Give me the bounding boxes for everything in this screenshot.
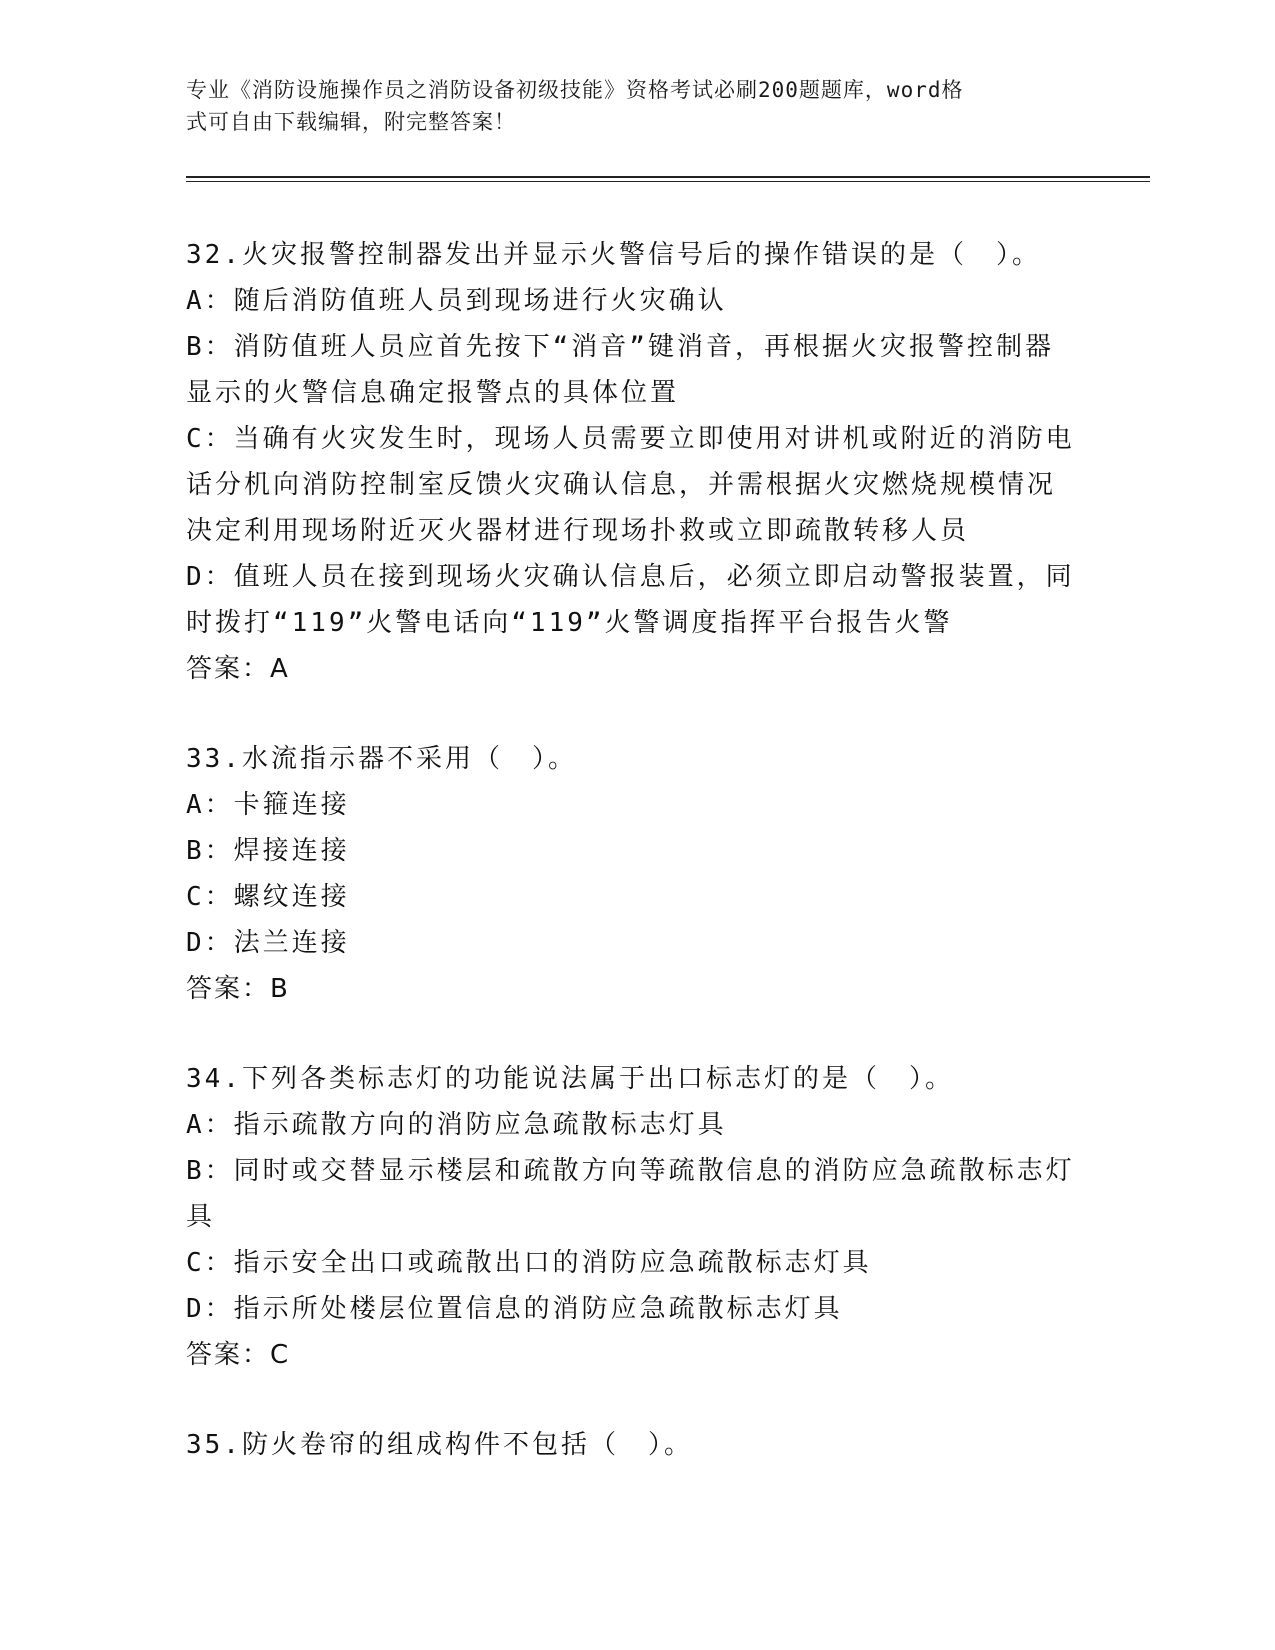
option-d: D：法兰连接 <box>186 928 350 958</box>
question-stem: 33.水流指示器不采用（ ）。 <box>186 744 577 774</box>
option-d: D：指示所处楼层位置信息的消防应急疏散标志灯具 <box>186 1294 843 1324</box>
option-a: A：随后消防值班人员到现场进行火灾确认 <box>186 286 727 316</box>
option-b-line-2: 显示的火警信息确定报警点的具体位置 <box>186 378 680 408</box>
answer-label: 答案：A <box>186 654 290 684</box>
question-35 <box>186 1422 1086 1468</box>
question-stem: 34.下列各类标志灯的功能说法属于出口标志灯的是（ ）。 <box>186 1064 954 1094</box>
header-divider-thin <box>186 181 1150 182</box>
answer-label: 答案：B <box>186 974 290 1004</box>
question-33 <box>186 736 1086 1012</box>
option-d-line-1: D：值班人员在接到现场火灾确认信息后，必须立即启动警报装置，同 <box>186 562 1075 592</box>
option-b-line-2: 具 <box>186 1202 216 1232</box>
option-a: A：指示疏散方向的消防应急疏散标志灯具 <box>186 1110 727 1140</box>
question-stem: 32.火灾报警控制器发出并显示火警信号后的操作错误的是（ ）。 <box>186 240 1041 270</box>
question-34 <box>186 1056 1086 1378</box>
question-32 <box>186 232 1086 692</box>
option-c-line-2: 话分机向消防控制室反馈火灾确认信息，并需根据火灾燃烧规模情况 <box>186 470 1057 500</box>
option-d-line-2: 时拨打“119”火警电话向“119”火警调度指挥平台报告火警 <box>186 608 953 638</box>
option-c: C：螺纹连接 <box>186 882 350 912</box>
question-list <box>186 232 1086 1512</box>
header-line-1: 专业《消防设施操作员之消防设备初级技能》资格考试必刷200题题库，word格 <box>186 78 964 102</box>
question-stem: 35.防火卷帘的组成构件不包括（ ）。 <box>186 1430 693 1460</box>
option-a: A：卡箍连接 <box>186 790 350 820</box>
option-b: B：焊接连接 <box>186 836 350 866</box>
option-c: C：指示安全出口或疏散出口的消防应急疏散标志灯具 <box>186 1248 872 1278</box>
option-b-line-1: B：消防值班人员应首先按下“消音”键消音，再根据火灾报警控制器 <box>186 332 1054 362</box>
header-divider-thick <box>186 176 1150 178</box>
option-b-line-1: B：同时或交替显示楼层和疏散方向等疏散信息的消防应急疏散标志灯 <box>186 1156 1075 1186</box>
option-c-line-1: C：当确有火灾发生时，现场人员需要立即使用对讲机或附近的消防电 <box>186 424 1075 454</box>
answer-label: 答案：C <box>186 1340 291 1370</box>
option-c-line-3: 决定利用现场附近灭火器材进行现场扑救或立即疏散转移人员 <box>186 516 970 546</box>
header-line-2: 式可自由下载编辑，附完整答案！ <box>186 110 516 134</box>
document-header <box>186 74 1066 138</box>
